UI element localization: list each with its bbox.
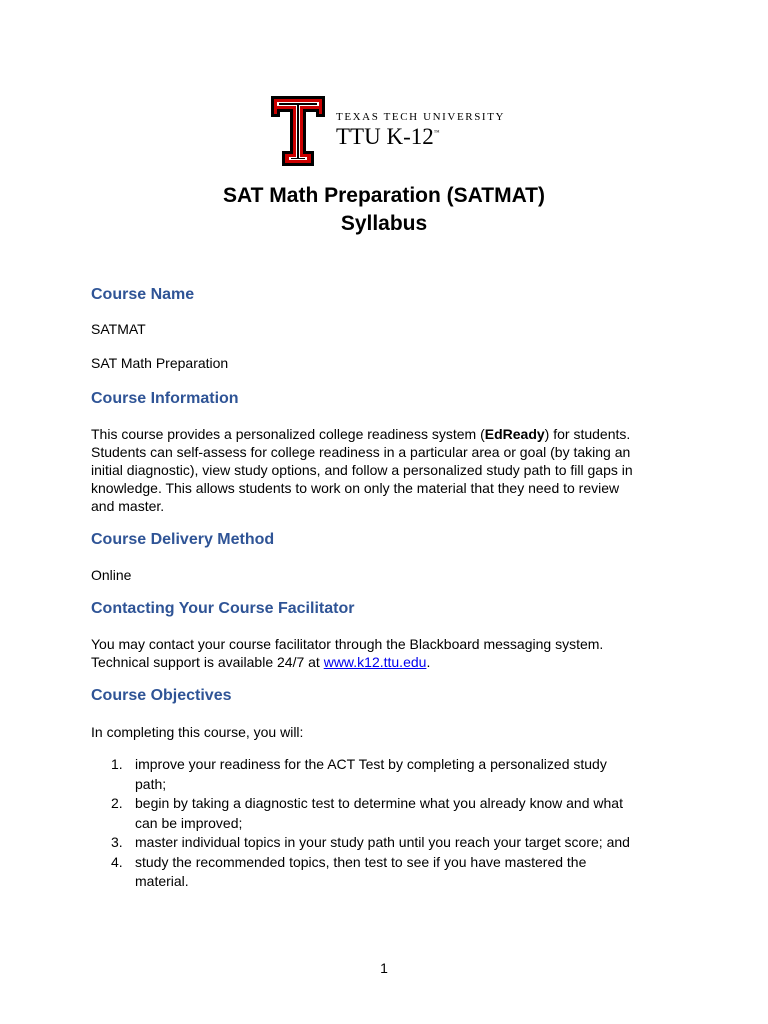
heading-delivery-method: Course Delivery Method [91, 531, 275, 548]
heading-course-name: Course Name [91, 286, 195, 303]
list-number: 3. [111, 834, 123, 850]
course-code: SATMAT [91, 321, 146, 337]
list-item-text: path; [135, 775, 167, 792]
list-number: 4. [111, 853, 123, 870]
course-info-line-2: Students can self-assess for college readiness in a particular area or goal (by taking an [91, 444, 631, 460]
heading-course-objectives: Course Objectives [91, 687, 232, 704]
list-number: 2. [111, 795, 123, 811]
course-info-line-3: initial diagnostic), view study options, and follow a personalized study path to fill gaps in [91, 462, 633, 478]
list-item [91, 833, 630, 853]
list-item-text: material. [135, 873, 189, 889]
double-t-logo-icon [270, 95, 326, 167]
program-name: TTU K-12™ [336, 124, 440, 149]
list-item-text: improve your readiness for the ACT Test by completing a personalized study [135, 756, 607, 772]
list-item [91, 794, 630, 833]
trademark-symbol: ™ [433, 130, 440, 136]
page-number: 1 [380, 960, 388, 976]
list-number: 1. [111, 756, 123, 772]
facilitator-line-1: You may contact your course facilitator through the Blackboard messaging system. [91, 636, 604, 652]
list-item-text: begin by taking a diagnostic test to determine what you already know and what [135, 795, 623, 811]
heading-contacting-facilitator: Contacting Your Course Facilitator [91, 600, 355, 617]
list-item [91, 853, 630, 892]
course-info-line-5: and master. [91, 498, 165, 514]
list-item-text: can be improved; [135, 814, 243, 831]
list-item [91, 755, 630, 794]
university-name: TEXAS TECH UNIVERSITY [336, 111, 506, 123]
facilitator-line-2: Technical support is available 24/7 at www.k12.ttu.edu. [91, 654, 431, 670]
objectives-intro: In completing this course, you will: [91, 724, 304, 740]
course-info-line-4: knowledge. This allows students to work on only the material that they need to review [91, 480, 620, 496]
edready-name: EdReady [484, 426, 545, 442]
heading-course-information: Course Information [91, 390, 239, 407]
course-info-line-1: This course provides a personalized college readiness system (EdReady) for students. [91, 426, 631, 442]
ttu-logo [270, 95, 505, 167]
page-title: SAT Math Preparation (SATMAT) [223, 184, 545, 207]
page-subtitle: Syllabus [340, 212, 428, 235]
k12-website-link[interactable]: www.k12.ttu.edu [323, 654, 427, 670]
list-item-text: master individual topics in your study path until you reach your target score; and [135, 834, 630, 850]
list-item-text: study the recommended topics, then test to see if you have mastered the [135, 853, 587, 870]
course-title: SAT Math Preparation [91, 355, 229, 371]
delivery-method: Online [91, 567, 132, 583]
objectives-list [91, 755, 630, 892]
